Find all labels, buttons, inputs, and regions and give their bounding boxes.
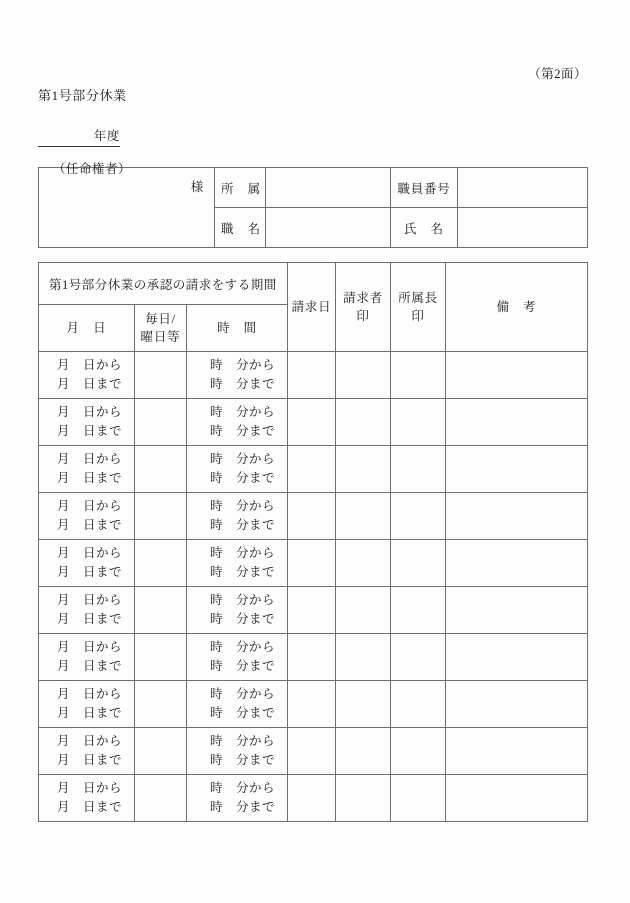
cell-date-line: 月 日まで [56,377,122,391]
cell-date-line: 月 日から [56,404,122,419]
cell-time[interactable] [187,540,288,587]
cell-request-date[interactable] [288,728,336,775]
request-table [38,262,588,822]
cell-requester-seal[interactable] [336,446,391,493]
cell-request-date[interactable] [288,634,336,681]
cell-request-date[interactable] [288,352,336,399]
fiscal-year-field[interactable]: 年度 [38,126,120,147]
cell-time[interactable] [187,352,288,399]
cell-time-line: 時 分まで [210,612,276,626]
cell-supervisor-seal[interactable] [391,681,446,728]
requester-seal-line2: 印 [356,309,370,323]
cell-supervisor-seal[interactable] [391,493,446,540]
table-row [39,399,588,446]
cell-date-line: 月 日から [56,545,122,560]
table-row [39,728,588,775]
cell-requester-seal[interactable] [336,634,391,681]
cell-date-line: 月 日から [56,639,122,654]
table-row [39,540,588,587]
cell-date[interactable] [39,399,135,446]
cell-request-date[interactable] [288,540,336,587]
honorific-label: 様 [190,180,204,194]
cell-time-line: 時 分から [210,451,276,466]
cell-request-date[interactable] [288,587,336,634]
cell-remarks[interactable] [446,493,588,540]
cell-frequency[interactable] [135,352,187,399]
column-header-supervisor-seal [391,263,446,352]
cell-date-line: 月 日から [56,451,122,466]
cell-time[interactable] [187,634,288,681]
cell-request-date[interactable] [288,493,336,540]
cell-frequency[interactable] [135,634,187,681]
cell-date-line: 月 日まで [56,518,122,532]
column-header-requester-seal [336,263,391,352]
page-title: 第1号部分休業 [38,88,127,103]
cell-time-line: 時 分から [210,592,276,607]
cell-frequency[interactable] [135,681,187,728]
supervisor-seal-line2: 印 [411,309,425,323]
cell-request-date[interactable] [288,775,336,822]
cell-date[interactable] [39,728,135,775]
cell-time[interactable] [187,728,288,775]
request-rows-body [39,352,588,822]
cell-frequency[interactable] [135,446,187,493]
cell-date-line: 月 日から [56,498,122,513]
cell-date-line: 月 日から [56,780,122,795]
cell-requester-seal[interactable] [336,399,391,446]
cell-request-date[interactable] [288,446,336,493]
cell-time-line: 時 分まで [210,753,276,767]
cell-supervisor-seal[interactable] [391,399,446,446]
cell-time[interactable] [187,587,288,634]
affiliation-field[interactable] [266,168,391,208]
employee-number-label: 職員番号 [391,168,458,208]
employee-number-field[interactable] [458,168,588,208]
cell-request-date[interactable] [288,681,336,728]
cell-time[interactable] [187,681,288,728]
cell-frequency[interactable] [135,540,187,587]
cell-remarks[interactable] [446,728,588,775]
cell-time-line: 時 分から [210,780,276,795]
cell-date-line: 月 日まで [56,706,122,720]
cell-date-line: 月 日まで [56,424,122,438]
table-row [39,446,588,493]
cell-time-line: 時 分から [210,545,276,560]
cell-date[interactable] [39,352,135,399]
frequency-line1: 毎日/ [145,311,176,326]
cell-remarks[interactable] [446,352,588,399]
cell-frequency[interactable] [135,493,187,540]
appointer-cell [39,162,215,248]
column-header-remarks: 備 考 [446,263,588,352]
table-header-row [39,263,588,305]
requester-seal-line1: 請求者 [343,290,383,305]
cell-time-line: 時 分まで [210,706,276,720]
name-field[interactable] [458,208,588,248]
cell-time-line: 時 分まで [210,377,276,391]
table-row [39,634,588,681]
table-row [39,493,588,540]
job-title-label: 職 名 [215,208,266,248]
cell-supervisor-seal[interactable] [391,634,446,681]
cell-supervisor-seal[interactable] [391,775,446,822]
column-header-time: 時 間 [187,305,288,352]
column-header-request-date: 請求日 [288,263,336,352]
cell-supervisor-seal[interactable] [391,728,446,775]
cell-request-date[interactable] [288,399,336,446]
cell-supervisor-seal[interactable] [391,446,446,493]
cell-time-line: 時 分まで [210,800,276,814]
cell-date-line: 月 日まで [56,659,122,673]
period-group-header: 第1号部分休業の承認の請求をする期間 [39,263,288,305]
cell-date[interactable] [39,540,135,587]
cell-date[interactable] [39,681,135,728]
cell-remarks[interactable] [446,681,588,728]
cell-time-line: 時 分まで [210,424,276,438]
cell-time-line: 時 分まで [210,518,276,532]
cell-requester-seal[interactable] [336,587,391,634]
cell-frequency[interactable] [135,775,187,822]
cell-date-line: 月 日から [56,733,122,748]
cell-remarks[interactable] [446,587,588,634]
cell-date-line: 月 日まで [56,800,122,814]
cell-requester-seal[interactable] [336,775,391,822]
cell-date-line: 月 日まで [56,753,122,767]
cell-supervisor-seal[interactable] [391,540,446,587]
frequency-line2: 曜日等 [140,330,181,344]
cell-remarks[interactable] [446,540,588,587]
cell-time-line: 時 分から [210,357,276,372]
table-row [39,775,588,822]
cell-time[interactable] [187,399,288,446]
cell-remarks[interactable] [446,399,588,446]
table-row [39,168,588,208]
cell-date[interactable] [39,587,135,634]
cell-time-line: 時 分から [210,686,276,701]
cell-time-line: 時 分まで [210,471,276,485]
cell-requester-seal[interactable] [336,352,391,399]
cell-date-line: 月 日まで [56,565,122,579]
cell-time-line: 時 分まで [210,659,276,673]
table-row [39,681,588,728]
table-row [39,587,588,634]
cell-remarks[interactable] [446,775,588,822]
job-title-field[interactable] [266,208,391,248]
cell-time-line: 時 分から [210,498,276,513]
cell-time-line: 時 分から [210,639,276,654]
cell-date[interactable] [39,775,135,822]
cell-time-line: 時 分まで [210,565,276,579]
cell-frequency[interactable] [135,587,187,634]
cell-date-line: 月 日から [56,357,122,372]
appointer-label: （任命権者） [53,162,132,176]
cell-date[interactable] [39,446,135,493]
cell-supervisor-seal[interactable] [391,587,446,634]
column-header-date: 月 日 [39,305,135,352]
affiliation-label: 所 属 [215,168,266,208]
cell-remarks[interactable] [446,446,588,493]
cell-requester-seal[interactable] [336,728,391,775]
cell-frequency[interactable] [135,399,187,446]
identity-table [38,162,588,248]
cell-time-line: 時 分から [210,404,276,419]
cell-requester-seal[interactable] [336,540,391,587]
cell-date-line: 月 日から [56,592,122,607]
column-header-frequency [135,305,187,352]
cell-date-line: 月 日まで [56,612,122,626]
cell-time[interactable] [187,493,288,540]
cell-date[interactable] [39,634,135,681]
cell-date-line: 月 日から [56,686,122,701]
cell-requester-seal[interactable] [336,681,391,728]
face-label: （第2面） [528,67,587,81]
name-label: 氏 名 [391,208,458,248]
cell-time[interactable] [187,446,288,493]
cell-requester-seal[interactable] [336,493,391,540]
cell-date[interactable] [39,493,135,540]
supervisor-seal-line1: 所属長 [398,290,438,305]
table-row [39,352,588,399]
cell-frequency[interactable] [135,728,187,775]
cell-remarks[interactable] [446,634,588,681]
cell-time-line: 時 分から [210,733,276,748]
cell-supervisor-seal[interactable] [391,352,446,399]
cell-date-line: 月 日まで [56,471,122,485]
cell-time[interactable] [187,775,288,822]
